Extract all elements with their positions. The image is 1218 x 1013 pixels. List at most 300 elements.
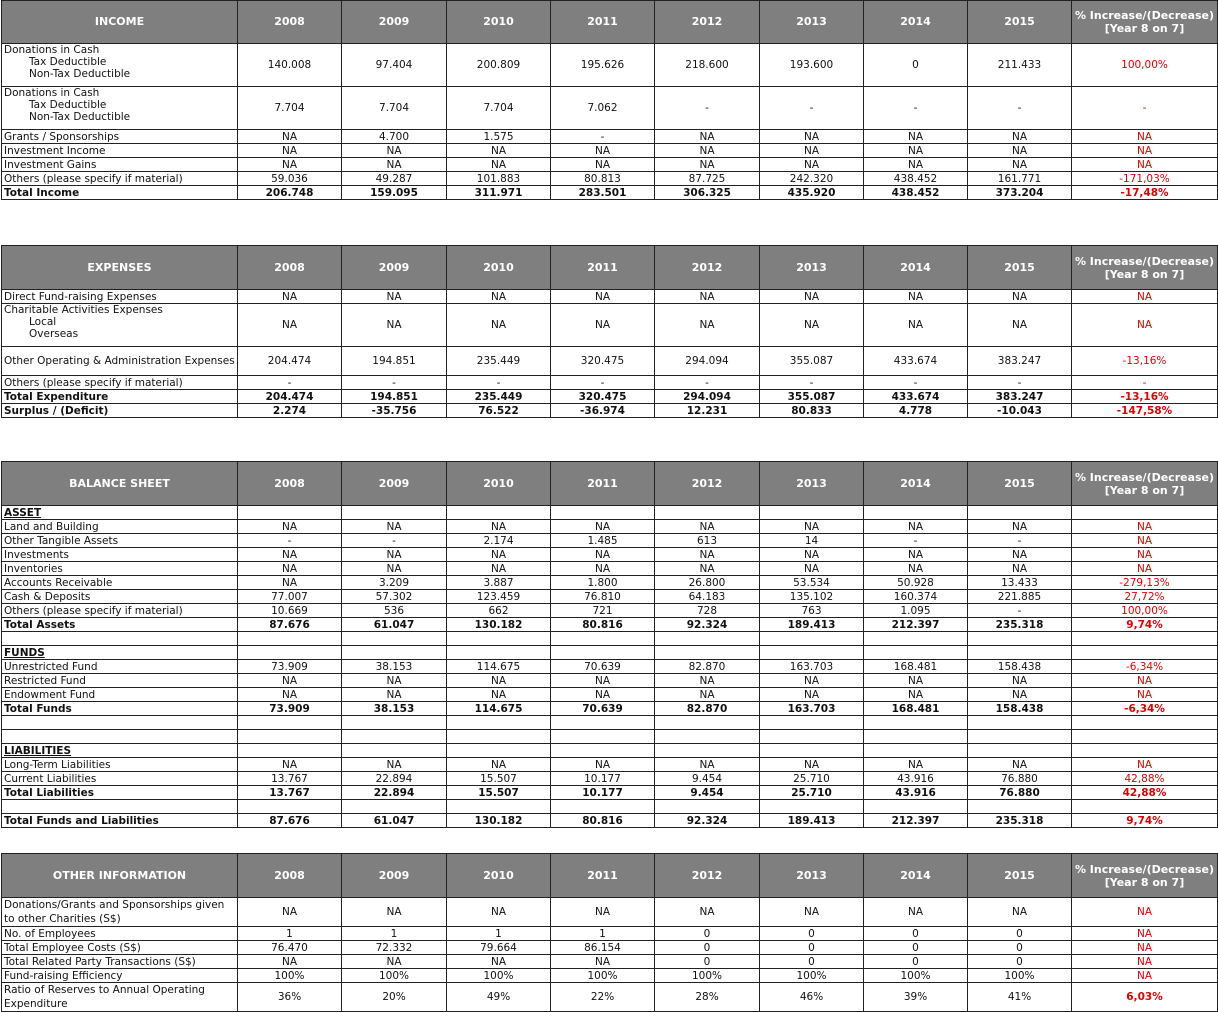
value-cell-2011: 86.154 xyxy=(551,941,655,955)
subsection-heading: ASSET xyxy=(2,506,238,520)
value-cell-2008: NA xyxy=(238,520,342,534)
empty-cell xyxy=(447,632,551,646)
table-row xyxy=(2,702,1218,716)
pct-change-cell: NA xyxy=(1072,688,1218,702)
value-cell-2015: NA xyxy=(968,520,1072,534)
row-sublabel-text: Tax Deductible xyxy=(29,99,107,111)
row-label xyxy=(2,941,238,955)
table-row xyxy=(2,814,1218,828)
table-row xyxy=(2,688,1218,702)
row-label-text: No. of Employees xyxy=(4,927,96,940)
empty-cell xyxy=(447,800,551,814)
balance-sheet-table xyxy=(1,461,1218,828)
table-row xyxy=(2,520,1218,534)
year-header-2014: 2014 xyxy=(864,462,968,506)
year-header-2008: 2008 xyxy=(238,1,342,44)
row-label-text: Endowment Fund xyxy=(4,688,96,701)
pct-change-cell: 42,88% xyxy=(1072,772,1218,786)
pct-change-cell: NA xyxy=(1072,674,1218,688)
value-cell-2015: NA xyxy=(968,144,1072,158)
row-label xyxy=(2,590,238,604)
row-label xyxy=(2,786,238,800)
table-row xyxy=(2,158,1218,172)
value-cell-2008: 87.676 xyxy=(238,618,342,632)
empty-cell xyxy=(551,744,655,758)
value-cell-2011: NA xyxy=(551,674,655,688)
value-cell-2014: NA xyxy=(864,674,968,688)
empty-cell xyxy=(447,716,551,730)
table-row xyxy=(2,347,1218,376)
value-cell-2013: 53.534 xyxy=(760,576,864,590)
value-cell-2008: 1 xyxy=(238,927,342,941)
table-row xyxy=(2,604,1218,618)
value-cell-2013: NA xyxy=(760,688,864,702)
pct-change-cell: NA xyxy=(1072,969,1218,983)
value-cell-2014: NA xyxy=(864,290,968,304)
value-cell-2008: NA xyxy=(238,674,342,688)
empty-cell xyxy=(551,646,655,660)
empty-cell xyxy=(864,730,968,744)
row-sublabel-text: Tax Deductible xyxy=(29,56,107,68)
value-cell-2012: NA xyxy=(655,144,760,158)
value-cell-2013: NA xyxy=(760,758,864,772)
value-cell-2013: - xyxy=(760,376,864,390)
value-cell-2008: 7.704 xyxy=(238,87,342,130)
value-cell-2009: 20% xyxy=(342,983,447,1012)
value-cell-2014: 212.397 xyxy=(864,814,968,828)
row-label-text: Total Related Party Transactions (S$) xyxy=(4,955,196,968)
value-cell-2009: 1 xyxy=(342,927,447,941)
value-cell-2014: - xyxy=(864,87,968,130)
year-header-2009: 2009 xyxy=(342,1,447,44)
empty-cell xyxy=(1072,730,1218,744)
value-cell-2010: 7.704 xyxy=(447,87,551,130)
pct-change-cell: - xyxy=(1072,87,1218,130)
header-row xyxy=(2,462,1218,506)
row-label xyxy=(2,618,238,632)
value-cell-2009: NA xyxy=(342,548,447,562)
empty-cell xyxy=(1072,716,1218,730)
pct-change-cell: -13,16% xyxy=(1072,390,1218,404)
value-cell-2013: 25.710 xyxy=(760,772,864,786)
value-cell-2009: -35.756 xyxy=(342,404,447,418)
value-cell-2015: NA xyxy=(968,688,1072,702)
table-row xyxy=(2,758,1218,772)
value-cell-2011: 1 xyxy=(551,927,655,941)
value-cell-2013: NA xyxy=(760,674,864,688)
value-cell-2008: 76.470 xyxy=(238,941,342,955)
row-label-text: Current Liabilities xyxy=(4,772,97,785)
row-label-text: Long-Term Liabilities xyxy=(4,758,111,771)
table-row xyxy=(2,786,1218,800)
value-cell-2014: NA xyxy=(864,130,968,144)
value-cell-2015: 161.771 xyxy=(968,172,1072,186)
expenses-table xyxy=(1,245,1218,418)
pct-change-cell: 9,74% xyxy=(1072,618,1218,632)
table-row xyxy=(2,674,1218,688)
empty-cell xyxy=(238,800,342,814)
table-row xyxy=(2,186,1218,200)
value-cell-2015: NA xyxy=(968,548,1072,562)
row-label-text: Donations/Grants and Sponsorships given xyxy=(4,899,225,911)
value-cell-2013: 0 xyxy=(760,941,864,955)
value-cell-2015: 221.885 xyxy=(968,590,1072,604)
value-cell-2010: 235.449 xyxy=(447,390,551,404)
year-header-2008: 2008 xyxy=(238,854,342,898)
year-header-2011: 2011 xyxy=(551,854,655,898)
value-cell-2012: 9.454 xyxy=(655,786,760,800)
empty-cell xyxy=(760,716,864,730)
pct-change-cell: -6,34% xyxy=(1072,702,1218,716)
value-cell-2011: NA xyxy=(551,898,655,927)
value-cell-2011: NA xyxy=(551,290,655,304)
value-cell-2008: 100% xyxy=(238,969,342,983)
pct-change-cell: NA xyxy=(1072,548,1218,562)
table-row xyxy=(2,390,1218,404)
value-cell-2011: 10.177 xyxy=(551,786,655,800)
value-cell-2015: NA xyxy=(968,304,1072,347)
value-cell-2015: NA xyxy=(968,674,1072,688)
value-cell-2015: -10.043 xyxy=(968,404,1072,418)
table-row xyxy=(2,941,1218,955)
year-header-2015: 2015 xyxy=(968,462,1072,506)
pct-change-cell: NA xyxy=(1072,520,1218,534)
pct-change-header: % Increase/(Decrease) [Year 8 on 7] xyxy=(1072,462,1218,506)
empty-cell xyxy=(655,716,760,730)
value-cell-2014: 168.481 xyxy=(864,660,968,674)
table-row xyxy=(2,44,1218,87)
value-cell-2008: 2.274 xyxy=(238,404,342,418)
pct-change-cell: -17,48% xyxy=(1072,186,1218,200)
row-label xyxy=(2,186,238,200)
value-cell-2013: NA xyxy=(760,304,864,347)
row-sublabel-text: to other Charities (S$) xyxy=(4,913,121,925)
value-cell-2008: - xyxy=(238,534,342,548)
value-cell-2015: - xyxy=(968,376,1072,390)
value-cell-2008: 13.767 xyxy=(238,772,342,786)
table-row xyxy=(2,376,1218,390)
row-label xyxy=(2,983,238,1012)
value-cell-2012: NA xyxy=(655,520,760,534)
pct-change-cell: 6,03% xyxy=(1072,983,1218,1012)
row-label xyxy=(2,404,238,418)
value-cell-2014: 50.928 xyxy=(864,576,968,590)
value-cell-2012: NA xyxy=(655,562,760,576)
value-cell-2015: 235.318 xyxy=(968,618,1072,632)
value-cell-2014: 438.452 xyxy=(864,186,968,200)
value-cell-2011: NA xyxy=(551,955,655,969)
value-cell-2010: 79.664 xyxy=(447,941,551,955)
value-cell-2015: 0 xyxy=(968,927,1072,941)
row-label-text: Others (please specify if material) xyxy=(4,604,183,617)
value-cell-2009: 4.700 xyxy=(342,130,447,144)
value-cell-2013: 46% xyxy=(760,983,864,1012)
row-sublabel-text: Overseas xyxy=(29,328,79,340)
value-cell-2009: 22.894 xyxy=(342,772,447,786)
value-cell-2010: 114.675 xyxy=(447,660,551,674)
pct-change-cell: -147,58% xyxy=(1072,404,1218,418)
value-cell-2008: NA xyxy=(238,758,342,772)
value-cell-2014: 43.916 xyxy=(864,772,968,786)
value-cell-2014: 39% xyxy=(864,983,968,1012)
empty-cell xyxy=(864,506,968,520)
table-row xyxy=(2,548,1218,562)
row-label-text: Others (please specify if material) xyxy=(4,376,183,389)
value-cell-2013: 135.102 xyxy=(760,590,864,604)
value-cell-2012: 294.094 xyxy=(655,347,760,376)
pct-change-cell: - xyxy=(1072,376,1218,390)
pct-change-cell: NA xyxy=(1072,955,1218,969)
table-row xyxy=(2,660,1218,674)
income-table xyxy=(1,0,1218,200)
empty-cell xyxy=(447,646,551,660)
empty-cell xyxy=(342,800,447,814)
value-cell-2012: 9.454 xyxy=(655,772,760,786)
value-cell-2012: 92.324 xyxy=(655,618,760,632)
value-cell-2012: - xyxy=(655,87,760,130)
value-cell-2014: NA xyxy=(864,304,968,347)
row-label xyxy=(2,674,238,688)
pct-change-cell: -13,16% xyxy=(1072,347,1218,376)
value-cell-2010: 130.182 xyxy=(447,814,551,828)
row-sublabel-text: Non-Tax Deductible xyxy=(29,111,131,123)
table-row xyxy=(2,304,1218,347)
value-cell-2010: NA xyxy=(447,158,551,172)
value-cell-2014: 0 xyxy=(864,941,968,955)
value-cell-2009: NA xyxy=(342,562,447,576)
row-label-text: Unrestricted Fund xyxy=(4,660,98,673)
row-label-text: Ratio of Reserves to Annual Operating xyxy=(4,984,205,996)
table-row xyxy=(2,130,1218,144)
empty-cell xyxy=(864,800,968,814)
empty-cell xyxy=(760,646,864,660)
value-cell-2011: 320.475 xyxy=(551,390,655,404)
value-cell-2011: 70.639 xyxy=(551,702,655,716)
row-label-text: Others (please specify if material) xyxy=(4,172,183,185)
row-label xyxy=(2,520,238,534)
row-label-text: Total Employee Costs (S$) xyxy=(4,941,141,954)
year-header-2013: 2013 xyxy=(760,1,864,44)
value-cell-2010: 3.887 xyxy=(447,576,551,590)
value-cell-2014: - xyxy=(864,376,968,390)
value-cell-2011: 1.800 xyxy=(551,576,655,590)
empty-cell xyxy=(238,716,342,730)
value-cell-2010: 15.507 xyxy=(447,772,551,786)
row-label-text: Grants / Sponsorships xyxy=(4,130,120,143)
value-cell-2009: 49.287 xyxy=(342,172,447,186)
value-cell-2010: 76.522 xyxy=(447,404,551,418)
row-label xyxy=(2,688,238,702)
value-cell-2010: NA xyxy=(447,144,551,158)
value-cell-2009: 72.332 xyxy=(342,941,447,955)
row-label-text: Donations in Cash xyxy=(4,44,100,56)
empty-cell xyxy=(864,744,968,758)
row-label-text: Inventories xyxy=(4,562,63,575)
value-cell-2009: 159.095 xyxy=(342,186,447,200)
row-label-text: Other Tangible Assets xyxy=(4,534,119,547)
value-cell-2011: NA xyxy=(551,548,655,562)
value-cell-2013: NA xyxy=(760,290,864,304)
value-cell-2011: NA xyxy=(551,758,655,772)
header-row xyxy=(2,854,1218,898)
empty-cell xyxy=(968,744,1072,758)
pct-change-cell: -279,13% xyxy=(1072,576,1218,590)
year-header-2013: 2013 xyxy=(760,462,864,506)
value-cell-2011: 80.816 xyxy=(551,618,655,632)
value-cell-2015: NA xyxy=(968,158,1072,172)
value-cell-2010: NA xyxy=(447,674,551,688)
value-cell-2008: NA xyxy=(238,130,342,144)
header-row xyxy=(2,1,1218,44)
row-label xyxy=(2,604,238,618)
table-row xyxy=(2,772,1218,786)
pct-change-cell: 27,72% xyxy=(1072,590,1218,604)
year-header-2009: 2009 xyxy=(342,854,447,898)
value-cell-2009: NA xyxy=(342,158,447,172)
year-header-2013: 2013 xyxy=(760,854,864,898)
value-cell-2015: 41% xyxy=(968,983,1072,1012)
empty-cell xyxy=(864,716,968,730)
value-cell-2014: NA xyxy=(864,520,968,534)
value-cell-2008: NA xyxy=(238,158,342,172)
value-cell-2012: 218.600 xyxy=(655,44,760,87)
table-row xyxy=(2,969,1218,983)
value-cell-2010: NA xyxy=(447,955,551,969)
value-cell-2008: 59.036 xyxy=(238,172,342,186)
table-row xyxy=(2,927,1218,941)
value-cell-2015: NA xyxy=(968,562,1072,576)
value-cell-2011: 721 xyxy=(551,604,655,618)
value-cell-2013: 163.703 xyxy=(760,660,864,674)
value-cell-2011: -36.974 xyxy=(551,404,655,418)
year-header-2010: 2010 xyxy=(447,462,551,506)
row-label xyxy=(2,304,238,347)
pct-change-cell: NA xyxy=(1072,562,1218,576)
empty-cell xyxy=(342,730,447,744)
empty-cell xyxy=(238,632,342,646)
value-cell-2008: 206.748 xyxy=(238,186,342,200)
value-cell-2010: 100% xyxy=(447,969,551,983)
row-label-text: Land and Building xyxy=(4,520,99,533)
value-cell-2010: NA xyxy=(447,520,551,534)
value-cell-2011: - xyxy=(551,130,655,144)
value-cell-2012: 0 xyxy=(655,955,760,969)
value-cell-2010: 2.174 xyxy=(447,534,551,548)
value-cell-2014: 433.674 xyxy=(864,347,968,376)
value-cell-2015: NA xyxy=(968,290,1072,304)
value-cell-2014: - xyxy=(864,534,968,548)
value-cell-2010: 200.809 xyxy=(447,44,551,87)
value-cell-2012: 613 xyxy=(655,534,760,548)
value-cell-2008: NA xyxy=(238,688,342,702)
value-cell-2012: 728 xyxy=(655,604,760,618)
row-label-text: Total Funds xyxy=(4,702,72,715)
empty-cell xyxy=(968,716,1072,730)
value-cell-2013: NA xyxy=(760,144,864,158)
value-cell-2012: 306.325 xyxy=(655,186,760,200)
value-cell-2013: NA xyxy=(760,520,864,534)
table-row xyxy=(2,562,1218,576)
pct-change-cell: NA xyxy=(1072,941,1218,955)
value-cell-2009: 194.851 xyxy=(342,390,447,404)
row-label xyxy=(2,576,238,590)
value-cell-2013: 0 xyxy=(760,927,864,941)
year-header-2010: 2010 xyxy=(447,854,551,898)
empty-cell xyxy=(760,730,864,744)
value-cell-2009: NA xyxy=(342,290,447,304)
value-cell-2008: 10.669 xyxy=(238,604,342,618)
value-cell-2013: 80.833 xyxy=(760,404,864,418)
row-label xyxy=(2,290,238,304)
value-cell-2010: NA xyxy=(447,758,551,772)
value-cell-2012: NA xyxy=(655,898,760,927)
empty-cell xyxy=(760,506,864,520)
value-cell-2010: 1.575 xyxy=(447,130,551,144)
value-cell-2015: 373.204 xyxy=(968,186,1072,200)
row-label-text: Total Expenditure xyxy=(4,390,109,403)
year-header-2011: 2011 xyxy=(551,462,655,506)
year-header-2011: 2011 xyxy=(551,1,655,44)
row-label-text: Charitable Activities Expenses xyxy=(4,304,163,316)
table-row xyxy=(2,506,1218,520)
empty-cell xyxy=(864,632,968,646)
value-cell-2014: NA xyxy=(864,688,968,702)
year-header-2012: 2012 xyxy=(655,462,760,506)
value-cell-2008: 87.676 xyxy=(238,814,342,828)
value-cell-2009: 7.704 xyxy=(342,87,447,130)
row-label xyxy=(2,660,238,674)
empty-cell xyxy=(1072,800,1218,814)
value-cell-2013: 242.320 xyxy=(760,172,864,186)
empty-cell xyxy=(655,506,760,520)
row-label xyxy=(2,562,238,576)
row-label-text: Direct Fund-raising Expenses xyxy=(4,290,157,303)
row-label-text: Total Funds and Liabilities xyxy=(4,814,159,827)
value-cell-2012: 64.183 xyxy=(655,590,760,604)
empty-cell xyxy=(760,800,864,814)
value-cell-2009: - xyxy=(342,376,447,390)
pct-change-cell: NA xyxy=(1072,290,1218,304)
table-row xyxy=(2,290,1218,304)
value-cell-2010: - xyxy=(447,376,551,390)
value-cell-2008: NA xyxy=(238,144,342,158)
value-cell-2009: 97.404 xyxy=(342,44,447,87)
value-cell-2008: 204.474 xyxy=(238,347,342,376)
value-cell-2009: 536 xyxy=(342,604,447,618)
value-cell-2012: NA xyxy=(655,304,760,347)
empty-cell xyxy=(968,632,1072,646)
row-sublabel-text: Non-Tax Deductible xyxy=(29,68,131,80)
empty-cell xyxy=(1072,646,1218,660)
row-label xyxy=(2,814,238,828)
year-header-2012: 2012 xyxy=(655,1,760,44)
table-row xyxy=(2,534,1218,548)
section-title: OTHER INFORMATION xyxy=(2,854,238,898)
value-cell-2013: 163.703 xyxy=(760,702,864,716)
empty-cell xyxy=(2,730,238,744)
value-cell-2009: NA xyxy=(342,304,447,347)
value-cell-2013: 193.600 xyxy=(760,44,864,87)
row-label xyxy=(2,376,238,390)
row-label-text: Accounts Receivable xyxy=(4,576,113,589)
table-row xyxy=(2,955,1218,969)
row-label xyxy=(2,172,238,186)
table-row xyxy=(2,590,1218,604)
empty-cell xyxy=(760,632,864,646)
year-header-2008: 2008 xyxy=(238,462,342,506)
subsection-heading: FUNDS xyxy=(2,646,238,660)
pct-change-cell: 42,88% xyxy=(1072,786,1218,800)
